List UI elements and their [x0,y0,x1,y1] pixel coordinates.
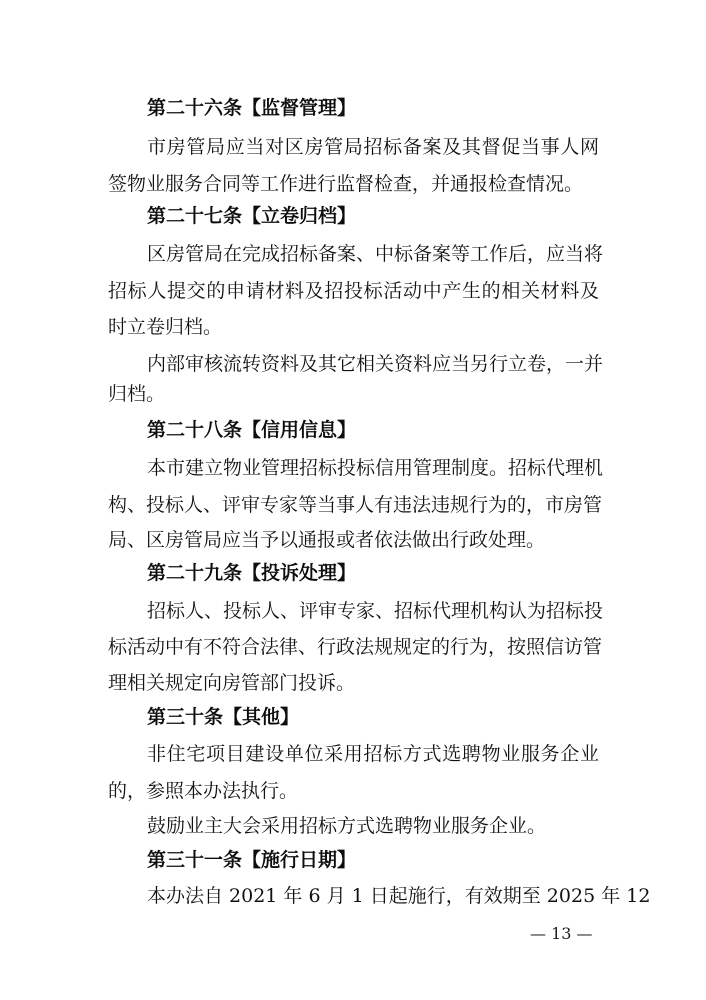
article-27-para-1-line-2: 招标人提交的申请材料及招投标活动中产生的相关材料及 [108,280,599,302]
article-28-para-1-line-3: 局、区房管局应当予以通报或者依法做出行政处理。 [108,529,546,551]
article-26-heading: 第二十六条【监督管理】 [147,97,357,119]
article-27-para-2-line-1: 内部审核流转资料及其它相关资料应当另行立卷，一并 [147,353,604,375]
article-28-para-1-line-1: 本市建立物业管理招标投标信用管理制度。招标代理机 [147,457,604,479]
article-30-para-1-line-1: 非住宅项目建设单位采用招标方式选聘物业服务企业 [147,743,599,765]
article-28-heading: 第二十八条【信用信息】 [147,419,357,441]
article-27-para-1-line-1: 区房管局在完成招标备案、中标备案等工作后，应当将 [147,243,604,265]
article-27-para-1-line-3: 时立卷归档。 [108,316,223,338]
article-31-para-1-line-1: 本办法自 2021 年 6 月 1 日起施行，有效期至 2025 年 12 [147,885,651,907]
article-30-para-1-line-2: 的，参照本办法执行。 [108,780,299,802]
article-26-para-1-line-2: 签物业服务合同等工作进行监督检查，并通报检查情况。 [108,173,584,195]
article-29-para-1-line-2: 标活动中有不符合法律、行政法规规定的行为，按照信访管 [108,636,603,658]
article-27-para-2-line-2: 归档。 [108,383,166,405]
page-number: — 13 — [530,924,593,943]
article-29-para-1-line-1: 招标人、投标人、评审专家、招标代理机构认为招标投 [147,600,604,622]
article-29-heading: 第二十九条【投诉处理】 [147,562,357,584]
article-29-para-1-line-3: 理相关规定向房管部门投诉。 [108,672,356,694]
article-26-para-1-line-1: 市房管局应当对区房管局招标备案及其督促当事人网 [147,136,599,158]
article-30-heading: 第三十条【其他】 [147,706,300,728]
article-30-para-2-line-1: 鼓励业主大会采用招标方式选聘物业服务企业。 [147,815,547,837]
article-27-heading: 第二十七条【立卷归档】 [147,205,357,227]
article-31-heading: 第三十一条【施行日期】 [147,849,357,871]
article-28-para-1-line-2: 构、投标人、评审专家等当事人有违法违规行为的，市房管 [108,494,603,516]
